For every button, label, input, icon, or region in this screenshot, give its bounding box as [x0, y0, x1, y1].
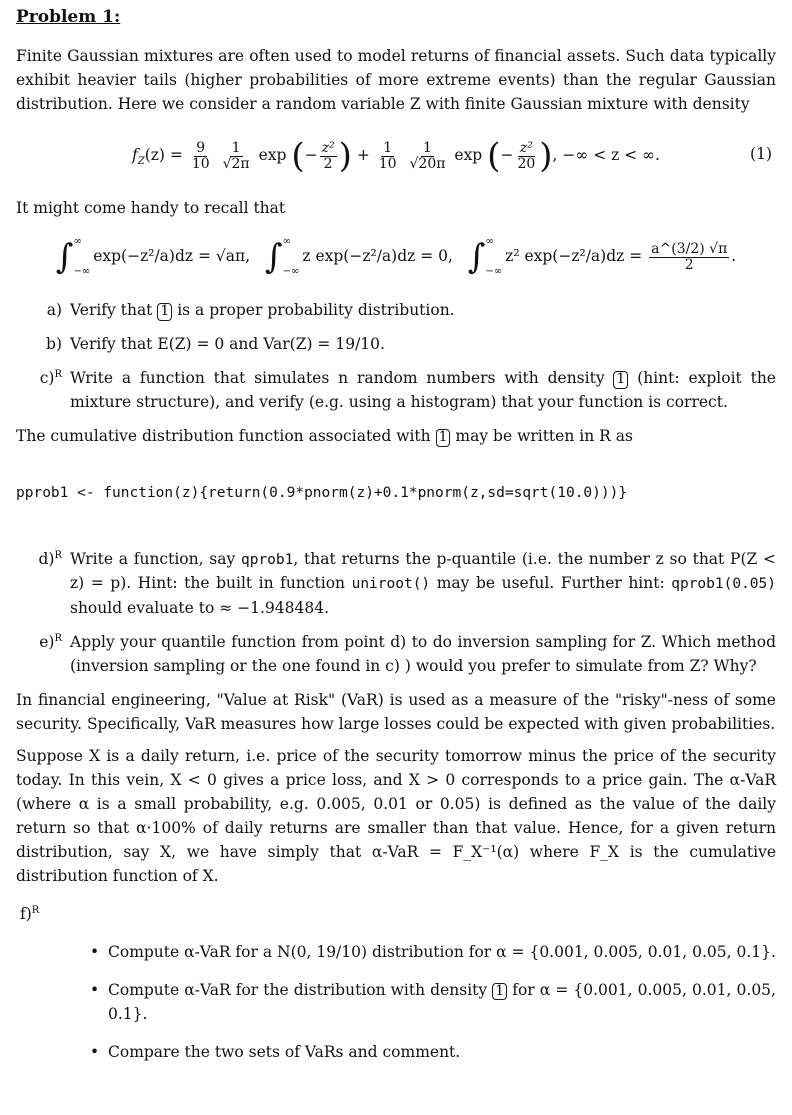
recall-text: It might come handy to recall that — [16, 199, 286, 218]
integral-identities: ∫ ∞ −∞ exp(−z²/a)dz = √aπ, ∫ ∞ −∞ z exp(−z²/a)dz = 0, ∫ ∞ −∞ z² exp(−z²/a)dz = $\frac{a\^{}(3/2) √\pi}{2}$ . — [55, 236, 737, 278]
bullet-1: • Compute α-VaR for a N(0, 19/10) distribution for α = {0.001, 0.005, 0.01, 0.05, 0.1}. — [16, 940, 776, 964]
norm1-fraction: $\frac{1}{√2\pi}$ — [222, 139, 250, 172]
question-b: b) Verify that E(Z) = 0 and Var(Z) = 19/10. — [46, 335, 385, 354]
eq-plus: + — [356, 146, 370, 165]
r-code-block: pprob1 <- function(z){return(0.9*pnorm(z)+0.1*pnorm(z,sd=sqrt(10.0)))} — [16, 485, 628, 502]
equation-ref-link[interactable]: 1 — [157, 303, 172, 320]
eq-lhs: f — [132, 146, 138, 165]
cdf-intro: The cumulative distribution function associated with 1 may be written in R as — [16, 427, 633, 446]
question-list-de — [16, 547, 776, 678]
problem-page — [16, 4, 776, 1078]
integral-2: z exp(−z²/a)dz = 0, — [302, 247, 453, 266]
arg2-fraction: $\frac{\text{z²}}{20}$ — [517, 139, 536, 172]
question-list-ab — [16, 298, 776, 414]
equation-number: (1) — [750, 145, 772, 164]
exp-op-1: exp — [258, 146, 287, 165]
integral-sign-3: ∫ — [467, 237, 486, 278]
question-c: c)$^R$ Write a function that simulates n random numbers with density 1 (hint: exploit the mixture structure), and verify (e.g. using a histogram) that your function is correct. — [39, 369, 776, 412]
problem-heading: Problem 1: — [16, 7, 121, 27]
question-a: a) Verify that 1 is a proper probability distribution. — [46, 301, 455, 320]
arg1-fraction: $\frac{\text{z²}}{2}$ — [321, 139, 335, 172]
integral-1: exp(−z²/a)dz = √aπ, — [93, 247, 251, 266]
eq-domain: , −∞ < z < ∞. — [552, 146, 660, 165]
norm2-fraction: $\frac{1}{√20\pi}$ — [409, 139, 446, 172]
integral-sign-2: ∫ — [264, 237, 283, 278]
eq-arg: (z) = — [144, 146, 183, 165]
var-paragraph-2: Suppose X is a daily return, i.e. price of the security tomorrow minus the price of the security today. In this vein, X < 0 gives a price loss, and X > 0 corresponds to a price gain. The α-VaR (where α is a small probability, e.g. 0.005, 0.01 or 0.05) is defined as the value of the daily return so that α·100% of daily returns are smaller than that value. Hence, for a given return distribution, say X, we have simply that α-VaR = F_X⁻¹(α) where F_X is the cumulative distribution function of X. — [16, 746, 776, 886]
weight1-fraction: $\frac{9}{10}$ — [191, 139, 210, 172]
intro-paragraph: Finite Gaussian mixtures are often used to model returns of financial assets. Such data typically exhibit heavier tails (higher probabilities of more extreme events) than the regular Gaussian distribution. Here we consider a random variable Z with finite Gaussian mixture with density — [16, 47, 776, 114]
var-paragraph-1: In financial engineering, "Value at Risk" (VaR) is used as a measure of the "risky"-ness of some security. Specifically, VaR measures how large losses could be expected with given probabilities. — [16, 690, 776, 733]
integral-sign-1: ∫ — [55, 237, 74, 278]
eq-lhs-sub: Z — [137, 156, 145, 168]
question-e: e)$^R$ Apply your quantile function from point d) to do inversion sampling for Z. Which method (inversion sampling or the one found in c) ) would you prefer to simulate from Z? Why? — [39, 632, 776, 675]
exp-op-2: exp — [454, 146, 483, 165]
equation-ref-link[interactable]: 1 — [436, 429, 451, 446]
bullet-2: • Compute α-VaR for the distribution with density 1 for α = {0.001, 0.005, 0.01, 0.05, 0.1}. — [16, 978, 776, 1026]
integral-3: z² exp(−z²/a)dz = — [505, 247, 643, 266]
question-f-bullets — [16, 940, 776, 1064]
integral-3-result: $\frac{a\^{}(3/2) √\pi}{2}$ — [651, 240, 728, 273]
question-d: d)$^R$ Write a function, say qprob1, that returns the p-quantile (i.e. the number z so that P(Z < z) = p). Hint: the built in function uniroot() may be useful. Further hint: qprob1(0.05) should evaluate to ≈ −1.948484. — [38, 549, 776, 617]
equation-ref-link[interactable]: 1 — [613, 371, 628, 388]
question-f-label: f)$^R$ — [20, 904, 40, 924]
equation-ref-link[interactable]: 1 — [492, 983, 507, 1000]
density-equation: $f_Z(z)$ = $\frac{9}{10}$ $\frac{1}{√2\pi}$ exp (− $\frac{\text{z²}}{2}$ ) + $\frac{1}{10}$ $\frac{1}{√20\pi}$ exp (− $\frac{\text{z²}}{20}$ ), −∞ < z < ∞. (1) — [132, 136, 772, 177]
weight2-fraction: $\frac{1}{10}$ — [378, 139, 397, 172]
bullet-3: • Compare the two sets of VaRs and comment. — [16, 1040, 776, 1064]
